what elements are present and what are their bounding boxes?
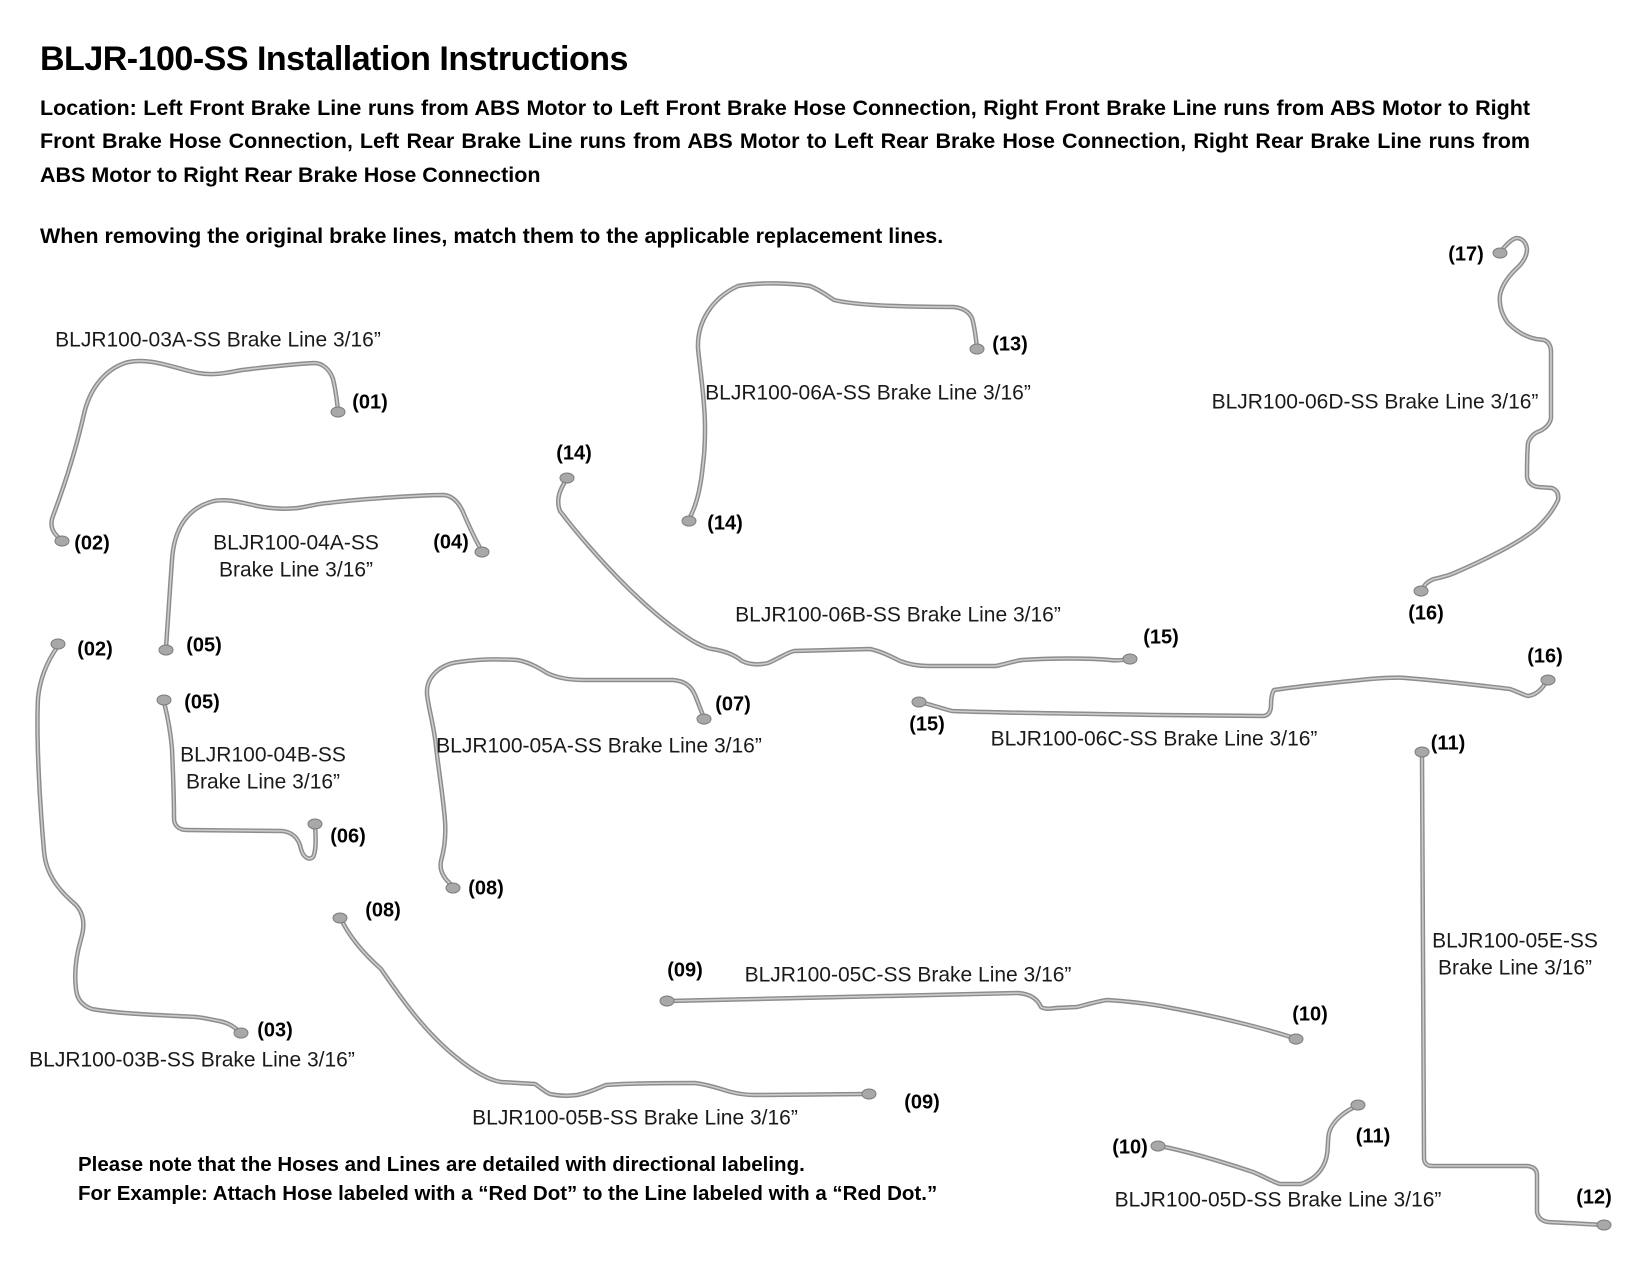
brake-line-05E-tube [1422,754,1602,1225]
fitting-06D-1 [1493,248,1507,258]
part-label-05E-text: Brake Line 3/16” [1437,957,1593,980]
callout-02b: (02) [77,638,113,661]
brake-line-06A-highlight [689,283,977,519]
part-label-04A-text: Brake Line 3/16” [218,559,374,582]
callout-16a: (16) [1408,602,1444,625]
footer-note-line-1: Please note that the Hoses and Lines are detailed with directional labeling. [78,1153,805,1176]
brake-line-05E-highlight [1422,754,1602,1225]
callout-14a: (14) [556,442,592,465]
fitting-06B-1 [560,473,574,483]
brake-line-06B-highlight [558,479,1128,666]
fitting-04B-2 [308,819,322,829]
fitting-05D-1 [1151,1141,1165,1151]
brake-line-04B [157,695,322,859]
part-label-06D-text: BLJR100-06D-SS Brake Line 3/16” [1211,390,1539,414]
brake-line-06A-tube [689,283,977,519]
part-label-06C-text: BLJR100-06C-SS Brake Line 3/16” [990,727,1318,751]
brake-line-06A [682,283,984,526]
brake-line-05A-tube [427,659,704,886]
fitting-03A-1 [55,536,69,546]
callout-09a: (09) [667,959,703,982]
brake-line-06C [912,675,1555,716]
brake-line-05A-highlight [427,659,704,886]
callout-05b: (05) [184,691,220,714]
location-paragraph: Location: Left Front Brake Line runs from ABS Motor to Left Front Brake Hose Connection, Right Front Brake Line runs from ABS Motor to Right Front Brake Hose Connection, Left Rear Brake Line runs from ABS Motor to Left Rear Brake Hose Connection, Right Rear Brake Line runs from ABS Motor to Right Rear Brake Hose Connection [40,96,1530,187]
callout-16b: (16) [1527,645,1563,668]
brake-line-05C [660,993,1303,1044]
brake-line-03B-highlight [37,646,239,1032]
part-label-04B-text: BLJR100-04B-SS [180,743,346,767]
brake-line-06D-highlight [1422,238,1558,590]
part-label-05B-text: BLJR100-05B-SS Brake Line 3/16” [472,1106,798,1130]
fitting-05B-2 [862,1089,876,1099]
part-label-04A-text: BLJR100-04A-SS [213,531,379,555]
fitting-04A-1 [159,645,173,655]
fitting-04B-1 [157,695,171,705]
fitting-05C-1 [660,996,674,1006]
match-instruction: When removing the original brake lines, match them to the applicable replacement lines. [40,224,944,248]
part-label-06B-text: BLJR100-06B-SS Brake Line 3/16” [735,603,1061,627]
fitting-06C-2 [1541,675,1555,685]
callout-12: (12) [1576,1186,1612,1209]
callout-15a: (15) [1143,626,1179,649]
brake-line-06D-tube [1422,238,1558,590]
callout-11b: (11) [1355,1125,1391,1148]
fitting-05E-1 [1415,747,1429,757]
brake-line-03A [51,361,345,546]
callout-17: (17) [1448,243,1484,266]
callout-11a: (11) [1430,732,1466,755]
brake-line-03B [37,639,248,1038]
fitting-03A-2 [331,407,345,417]
fitting-03B-1 [51,639,65,649]
brake-line-05D [1151,1100,1365,1184]
fitting-05B-1 [333,913,347,923]
brake-line-05A [427,659,711,893]
brake-line-04A [159,495,489,655]
fitting-06D-2 [1414,586,1428,596]
brake-line-05B-highlight [341,919,868,1096]
callout-09b: (09) [904,1091,940,1114]
fitting-06A-2 [970,344,984,354]
callout-08a: (08) [468,877,504,900]
callout-10a: (10) [1292,1003,1328,1026]
brake-line-03A-highlight [51,361,338,540]
callout-06: (06) [330,825,366,848]
part-label-03B-text: BLJR100-03B-SS Brake Line 3/16” [29,1048,355,1072]
brake-line-04B-highlight [164,702,316,859]
part-label-04B-text: Brake Line 3/16” [185,771,341,794]
callout-05a: (05) [186,634,222,657]
page-title: BLJR-100-SS Installation Instructions [40,40,628,78]
brake-line-03B-tube [37,646,239,1032]
brake-line-06D [1414,238,1558,596]
fitting-05A-2 [697,714,711,724]
brake-line-06B [558,473,1137,666]
fitting-06C-1 [912,697,926,707]
callout-15b: (15) [909,713,945,736]
part-label-05E-text: BLJR100-05E-SS [1432,929,1598,953]
fitting-05E-2 [1597,1220,1611,1230]
callout-04: (04) [433,531,469,554]
brake-line-05C-tube [668,993,1294,1038]
brake-line-05B [333,913,876,1099]
part-label-03A-text: BLJR100-03A-SS Brake Line 3/16” [55,328,381,352]
callout-14b: (14) [707,512,743,535]
fitting-05C-2 [1289,1034,1303,1044]
fitting-06A-1 [682,516,696,526]
callout-10b: (10) [1112,1136,1148,1159]
callout-07: (07) [715,693,751,716]
brake-line-05E [1415,747,1611,1230]
part-label-05C-text: BLJR100-05C-SS Brake Line 3/16” [744,963,1072,987]
fitting-04A-2 [475,547,489,557]
callout-02a: (02) [74,532,110,555]
brake-line-05B-tube [341,919,868,1096]
fitting-06B-2 [1123,654,1137,664]
part-label-05D-text: BLJR100-05D-SS Brake Line 3/16” [1114,1188,1442,1212]
brake-line-04A-highlight [166,495,482,648]
fitting-03B-2 [234,1028,248,1038]
part-label-05A-text: BLJR100-05A-SS Brake Line 3/16” [436,734,762,758]
brake-line-06B-tube [558,479,1128,666]
brake-line-06C-tube [920,678,1546,716]
brake-line-04A-tube [166,495,482,648]
callout-01: (01) [352,391,388,414]
callout-13: (13) [992,333,1028,356]
fitting-05D-2 [1351,1100,1365,1110]
part-label-06A-text: BLJR100-06A-SS Brake Line 3/16” [705,381,1031,405]
callout-03: (03) [257,1019,293,1042]
fitting-05A-1 [446,883,460,893]
callout-08b: (08) [365,899,401,922]
footer-note-line-2: For Example: Attach Hose labeled with a “Red Dot” to the Line labeled with a “Red Dot.” [78,1182,938,1206]
footer-note [78,1150,937,1208]
